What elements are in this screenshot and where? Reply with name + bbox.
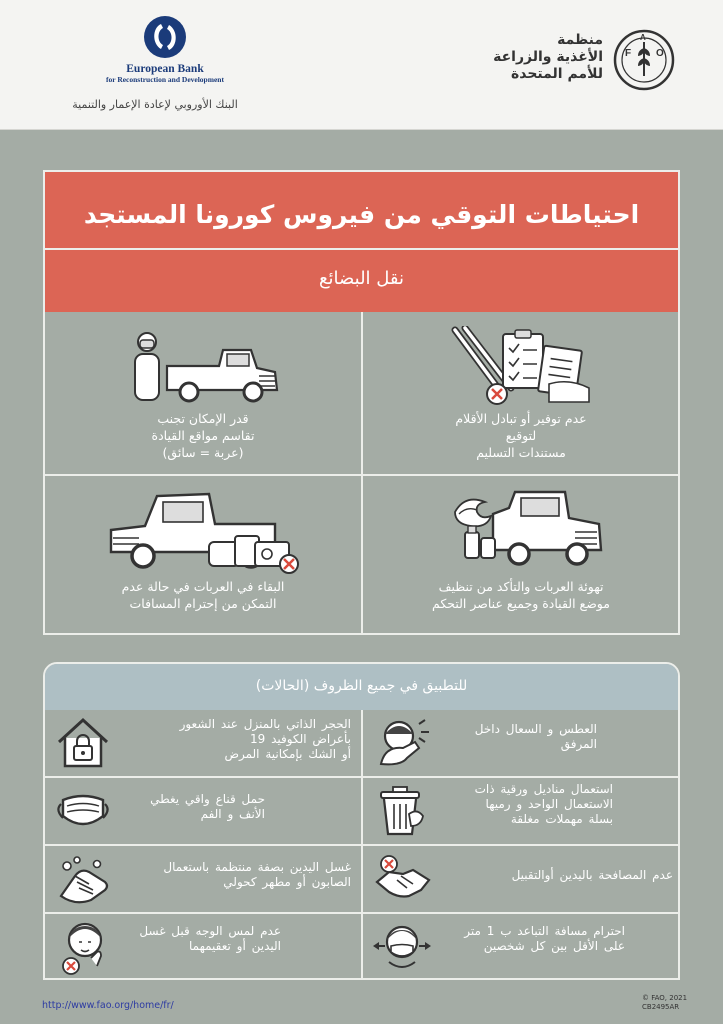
- general-measures-panel: [43, 662, 680, 980]
- copyright-notice: [642, 994, 687, 1012]
- measure-line: على الأقل بين كل شخصين: [483, 939, 625, 953]
- caption-line: عدم توفير أو تبادل الأقلام: [455, 411, 587, 426]
- ebrd-arabic-name: البنك الأوروبي لإعادة الإعمار والتنمية: [72, 98, 238, 111]
- ventilated-truck-icon: [449, 488, 609, 578]
- measure-text: [437, 722, 597, 752]
- title-band: [45, 172, 678, 312]
- measure-cell-no-pen-sharing: [363, 314, 679, 474]
- caption-line: موضع القيادة وجميع عناصر التحكم: [432, 596, 610, 611]
- general-title: للتطبيق في جميع الظروف (الحالات): [255, 678, 468, 694]
- document-code: CB2495AR: [642, 1003, 680, 1011]
- measure-text: [115, 924, 281, 954]
- measure-cell-ventilate-clean: [363, 476, 679, 633]
- title-divider: [45, 248, 678, 250]
- fao-logo-icon: [612, 28, 676, 92]
- fao-logo-letter: F: [625, 48, 632, 59]
- caption-line: تهوئة العربات والتأكد من تنظيف: [438, 579, 604, 594]
- measure-text: [437, 868, 673, 883]
- measure-line: استعمال مناديل ورقية ذات: [474, 782, 613, 796]
- poster-subtitle: نقل البضائع: [318, 268, 405, 289]
- measure-line: الحجر الذاتي بالمنزل عند الشعور: [179, 717, 351, 731]
- measure-item-hand-washing: [45, 846, 361, 912]
- trash-bin-icon: [375, 784, 431, 838]
- measure-line: عدم المصافحة باليدين أوالتقبيل: [511, 868, 673, 882]
- measure-line: الأنف و الفم: [200, 807, 265, 821]
- ebrd-name: European Bank: [126, 63, 204, 75]
- measure-item-cough-elbow: [363, 710, 679, 776]
- no-handshake-icon: [375, 852, 431, 906]
- measure-text: [115, 717, 351, 762]
- measure-item-distance: [363, 914, 679, 980]
- fao-website-link[interactable]: http://www.fao.org/home/fr/: [42, 1000, 174, 1011]
- poster-title: احتياطات التوقي من فيروس كورونا المستجد: [83, 200, 640, 229]
- measure-text: [449, 924, 625, 954]
- ebrd-emblem-icon: [142, 14, 188, 60]
- measure-line: الصابون أو مطهر كحولي: [223, 875, 351, 889]
- measure-item-no-face-touch: [45, 914, 361, 980]
- copyright-text: © FAO, 2021: [642, 994, 688, 1002]
- caption-line: (عربة = سائق): [162, 445, 244, 460]
- no-face-touch-icon: [57, 918, 113, 978]
- fao-name-line: منظمة: [557, 32, 603, 48]
- measure-caption: [363, 410, 679, 461]
- caption-line: البقاء في العربات في حالة عدم: [121, 579, 285, 594]
- fao-logo-letter: A: [640, 33, 646, 42]
- measure-item-tissues: [363, 778, 679, 844]
- measure-line: أو الشك بإمكانية المرض: [224, 747, 351, 761]
- measure-line: حمل قناع واقي يغطي: [150, 792, 265, 806]
- measure-text: [115, 860, 351, 890]
- measure-line: المرفق: [560, 737, 597, 751]
- measure-cell-stay-in-vehicle: [45, 476, 361, 633]
- caption-line: تقاسم مواقع القيادة: [151, 428, 255, 443]
- sneeze-elbow-icon: [375, 716, 431, 770]
- goods-transport-panel: [43, 170, 680, 635]
- measure-line: غسل اليدين بصفة منتظمة باستعمال: [163, 860, 351, 874]
- caption-line: مستندات التسليم: [476, 445, 566, 460]
- measure-line: بسلة مهملات مغلقة: [510, 812, 613, 826]
- measure-item-self-isolation: [45, 710, 361, 776]
- caption-line: التمكن من إحترام المسافات: [129, 596, 277, 611]
- measure-item-wear-mask: [45, 778, 361, 844]
- house-lock-icon: [55, 716, 111, 770]
- distance-icon: [371, 920, 433, 974]
- fao-logo-letter: O: [656, 48, 664, 59]
- measure-line: احترام مسافة التباعد ب 1 متر: [464, 924, 625, 938]
- loaded-truck-icon: [105, 486, 305, 576]
- fao-name-line: الأغذية والزراعة: [493, 49, 603, 65]
- ebrd-subtitle: for Reconstruction and Development: [106, 75, 224, 84]
- measure-item-no-handshake: [363, 846, 679, 912]
- measure-text: [115, 792, 265, 822]
- fao-name-line: للأمم المتحدة: [510, 66, 603, 82]
- measure-line: الاستعمال الواحد و رميها: [485, 797, 613, 811]
- general-header: [45, 664, 678, 710]
- measure-line: اليدين أو تعقيمهما: [188, 939, 281, 953]
- face-mask-icon: [55, 784, 111, 838]
- measure-line: بأعراض الكوفيد 19: [249, 732, 351, 746]
- measure-line: عدم لمس الوجه قبل غسل: [139, 924, 281, 938]
- caption-line: قدر الإمكان تجنب: [157, 411, 249, 426]
- ebrd-logo: [100, 14, 230, 84]
- measure-caption: [45, 578, 361, 612]
- measure-text: [437, 782, 613, 827]
- measure-caption: [363, 578, 679, 612]
- driver-truck-icon: [123, 326, 283, 408]
- measure-cell-shared-driving: [45, 314, 361, 474]
- hand-wash-icon: [55, 852, 111, 906]
- header-bar: [0, 0, 723, 130]
- caption-line: لتوقيع: [505, 428, 537, 443]
- measure-caption: [45, 410, 361, 461]
- fao-name: [493, 32, 603, 83]
- measure-line: العطس و السعال داخل: [474, 722, 597, 736]
- documents-pens-icon: [449, 326, 599, 408]
